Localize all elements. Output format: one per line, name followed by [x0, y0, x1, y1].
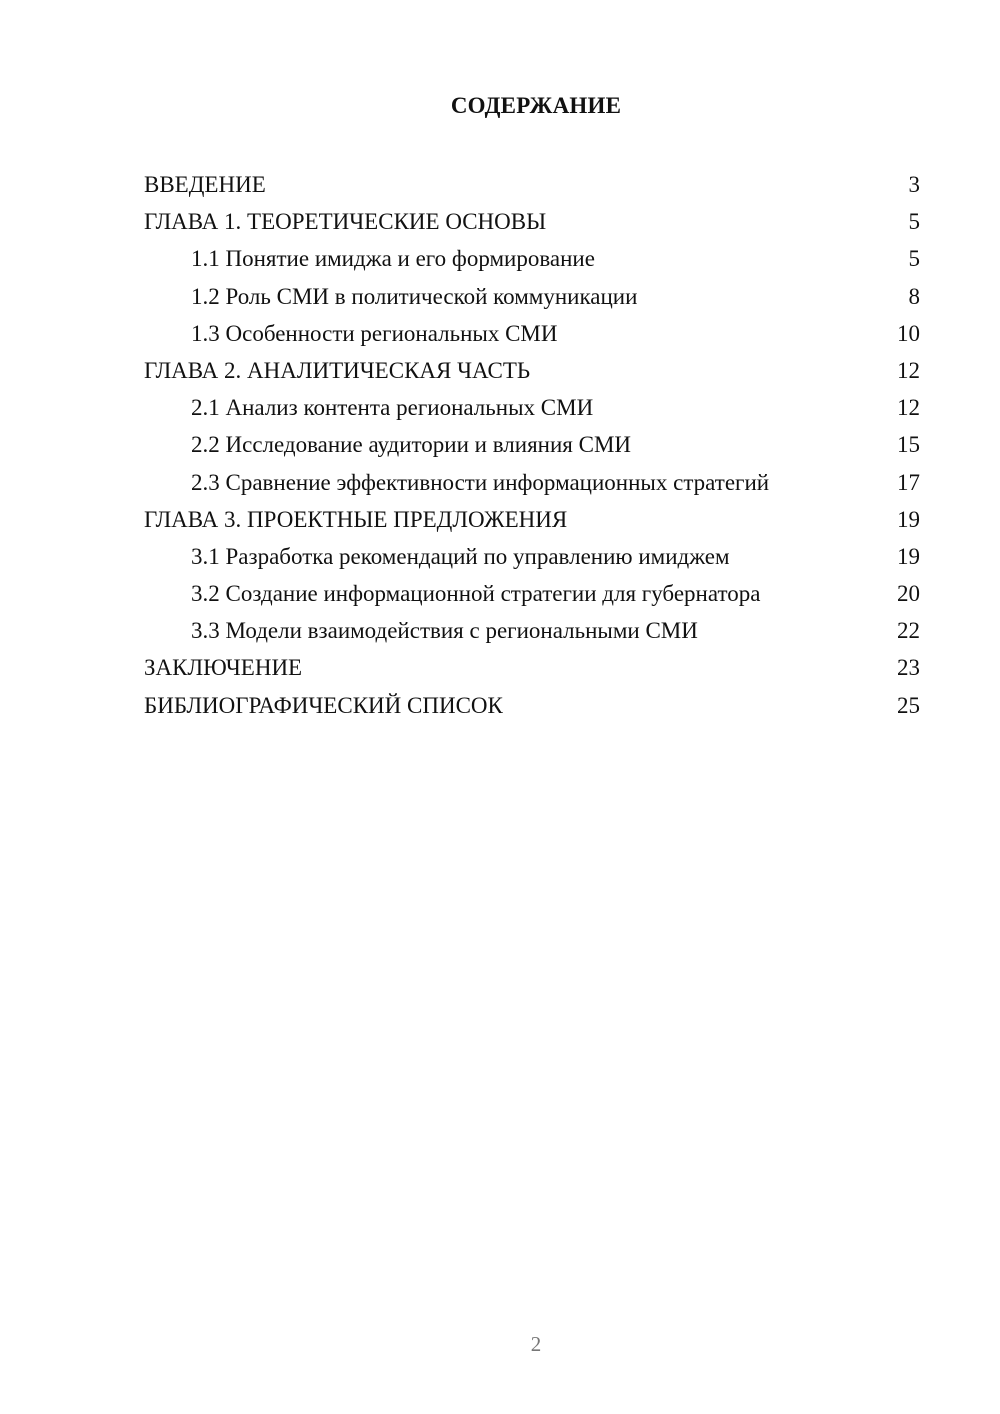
toc-title: СОДЕРЖАНИЕ [450, 93, 622, 118]
toc-entry-page: 22 [897, 618, 920, 644]
toc-entry-label: 3.3 Модели взаимодействия с региональными СМИ [191, 618, 698, 644]
toc-entry-label: 3.1 Разработка рекомендаций по управлению имиджем [191, 543, 730, 569]
toc-entry-label: ВВЕДЕНИЕ [144, 172, 266, 197]
toc-entry-label: ГЛАВА 3. ПРОЕКТНЫЕ ПРЕДЛОЖЕНИЯ [144, 506, 568, 532]
toc-subentry [144, 242, 920, 279]
toc-entry-page: 5 [908, 246, 920, 272]
toc-entry-label: ГЛАВА 1. ТЕОРЕТИЧЕСКИЕ ОСНОВЫ [144, 209, 547, 235]
page-number: 2 [530, 1332, 542, 1356]
toc-entry-page: 20 [897, 581, 920, 607]
toc-entry [144, 354, 920, 391]
toc-entry-label: ЗАКЛЮЧЕНИЕ [144, 655, 303, 681]
toc-entry-label: ГЛАВА 2. АНАЛИТИЧЕСКАЯ ЧАСТЬ [144, 357, 531, 383]
toc-subentry [144, 428, 920, 465]
toc-subentry [144, 317, 920, 354]
toc-entry-page: 19 [897, 506, 920, 532]
toc-entry-page: 10 [897, 320, 920, 346]
toc-entry-page: 12 [897, 395, 920, 421]
toc-subentry [144, 577, 920, 614]
toc-entry-page: 23 [897, 655, 920, 681]
toc-entry-page: 8 [908, 283, 920, 309]
toc-entry-label: 3.2 Создание информационной стратегии для губернатора [191, 581, 761, 607]
toc-entry-page: 5 [908, 209, 920, 235]
toc-entry-page: 19 [897, 543, 920, 569]
toc-subentry [144, 466, 920, 503]
toc-entry [144, 503, 920, 540]
toc-entry-label: 2.2 Исследование аудитории и влияния СМИ [191, 432, 631, 458]
toc-entry [144, 205, 920, 242]
toc-entry-page: 25 [897, 692, 920, 718]
toc-entry-label: 2.3 Сравнение эффективности информационных стратегий [191, 469, 770, 495]
toc-entry [144, 168, 920, 205]
toc-entry-page: 15 [897, 432, 920, 458]
toc-entry [144, 689, 920, 726]
toc-entry [144, 651, 920, 688]
toc-entry-page: 17 [897, 469, 920, 495]
toc-subentry [144, 391, 920, 428]
toc-entry-page: 3 [908, 172, 920, 197]
toc-entry-page: 12 [897, 357, 920, 383]
toc-entry-label: БИБЛИОГРАФИЧЕСКИЙ СПИСОК [144, 692, 503, 718]
toc-entry-label: 1.3 Особенности региональных СМИ [191, 320, 558, 346]
toc-subentry [144, 540, 920, 577]
table-of-contents [144, 168, 920, 726]
toc-entry-label: 1.1 Понятие имиджа и его формирование [191, 246, 595, 272]
toc-subentry [144, 614, 920, 651]
toc-subentry [144, 280, 920, 317]
toc-entry-label: 1.2 Роль СМИ в политической коммуникации [191, 283, 638, 309]
toc-entry-label: 2.1 Анализ контента региональных СМИ [191, 395, 594, 421]
